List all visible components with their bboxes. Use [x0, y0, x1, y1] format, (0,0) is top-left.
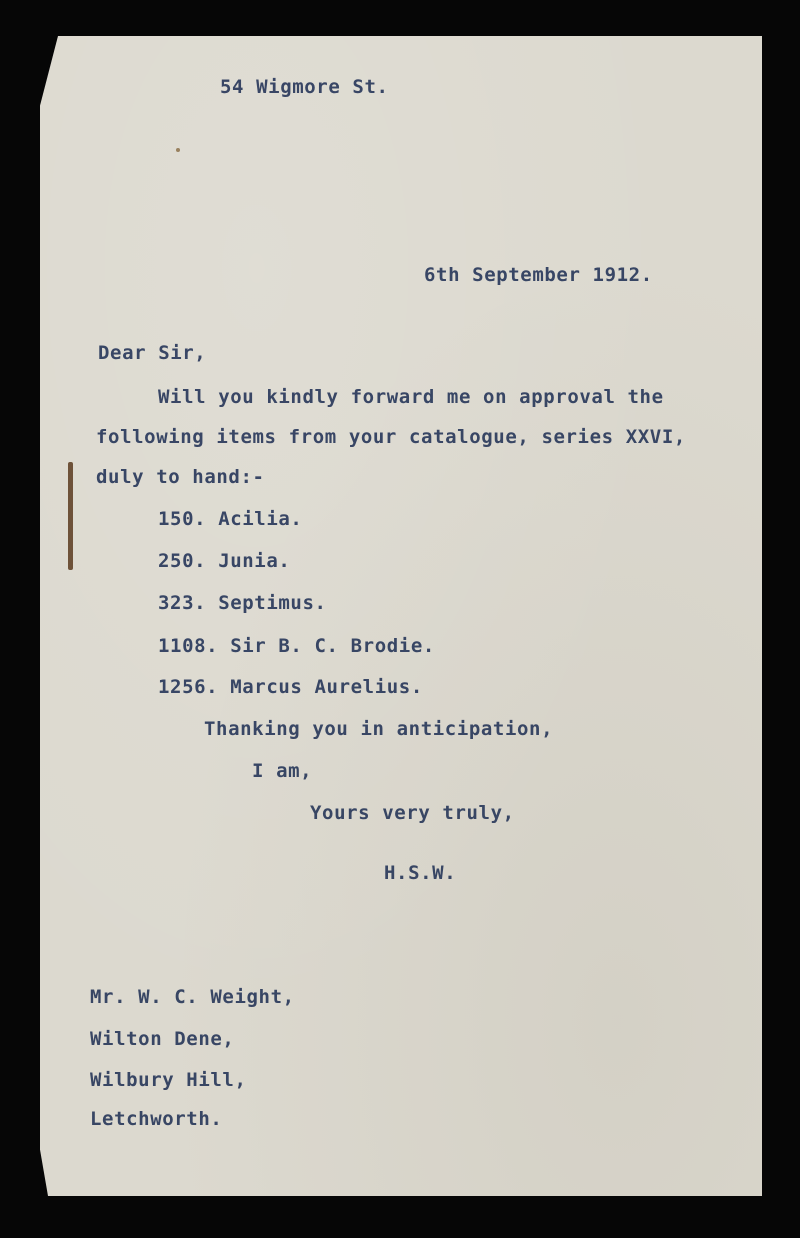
recipient-line: Wilton Dene, [90, 1028, 235, 1050]
ink-speck [176, 148, 180, 152]
closing-line: I am, [252, 760, 313, 782]
salutation: Dear Sir, [98, 342, 207, 364]
body-line: following items from your catalogue, series XXVI, [96, 426, 686, 448]
item-line: 1256. Marcus Aurelius. [158, 676, 423, 698]
recipient-line: Wilbury Hill, [90, 1069, 247, 1091]
closing-line: Yours very truly, [310, 802, 515, 824]
signature: H.S.W. [384, 862, 457, 884]
item-line: 250. Junia. [158, 550, 291, 572]
body-line: duly to hand:- [96, 466, 265, 488]
body-line: Will you kindly forward me on approval the [158, 386, 664, 408]
item-line: 150. Acilia. [158, 508, 303, 530]
item-line: 1108. Sir B. C. Brodie. [158, 635, 435, 657]
letter-date: 6th September 1912. [424, 264, 653, 286]
letter-paper [40, 36, 762, 1196]
closing-line: Thanking you in anticipation, [204, 718, 554, 740]
recipient-line: Mr. W. C. Weight, [90, 986, 295, 1008]
recipient-line: Letchworth. [90, 1108, 223, 1130]
item-line: 323. Septimus. [158, 592, 327, 614]
rust-stain [68, 462, 73, 570]
sender-address: 54 Wigmore St. [220, 76, 389, 98]
